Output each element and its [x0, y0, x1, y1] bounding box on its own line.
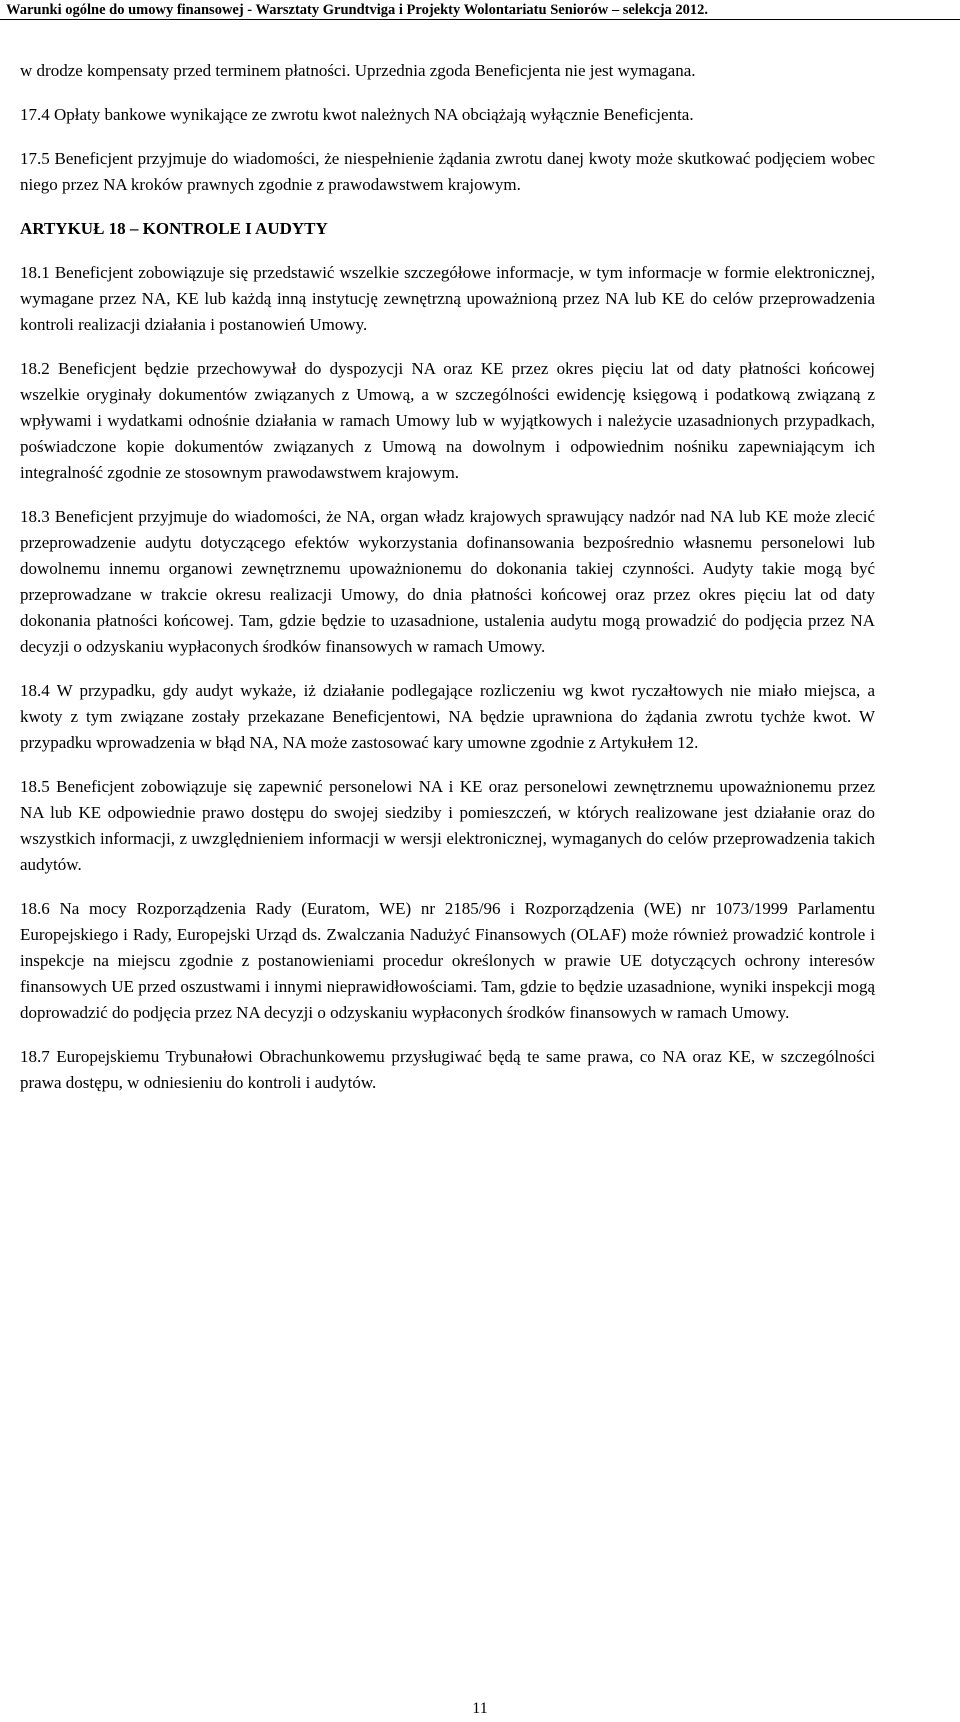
- document-body: [20, 58, 875, 1114]
- header-text: Warunki ogólne do umowy finansowej - Warsztaty Grundtviga i Projekty Wolontariatu Seniorów – selekcja 2012.: [6, 2, 709, 18]
- paragraph-18-6: 18.6 Na mocy Rozporządzenia Rady (Euratom, WE) nr 2185/96 i Rozporządzenia (WE) nr 1073/1999 Parlamentu Europejskiego i Rady, Europejski Urząd ds. Zwalczania Nadużyć Finansowych (OLAF) może również prowadzić kontrole i inspekcje na miejscu zgodnie z postanowieniami procedur określonych w prawie UE dotyczących ochrony interesów finansowych UE przed oszustwami i innymi nieprawidłowościami. Tam, gdzie to będzie uzasadnione, wyniki inspekcji mogą doprowadzić do podjęcia przez NA decyzji o odzyskaniu wypłaconych środków finansowych w ramach Umowy.: [20, 899, 875, 1022]
- paragraph-18-3: 18.3 Beneficjent przyjmuje do wiadomości, że NA, organ władz krajowych sprawujący nadzór nad NA lub KE może zlecić przeprowadzenie audytu dotyczącego efektów wykorzystania dofinansowania bezpośrednio własnemu personelowi lub dowolnemu innemu organowi zewnętrznemu upoważnionemu do dokonania takiej czynności. Audyty takie mogą być przeprowadzane w trakcie okresu realizacji Umowy, do dnia płatności końcowej oraz przez okres pięciu lat od daty dokonania płatności końcowej. Tam, gdzie będzie to uzasadnione, ustalenia audytu mogą prowadzić do podjęcia przez NA decyzji o odzyskaniu wypłaconych środków finansowych w ramach Umowy.: [20, 507, 875, 656]
- paragraph-18-5: 18.5 Beneficjent zobowiązuje się zapewnić personelowi NA i KE oraz personelowi zewnętrznemu upoważnionemu przez NA lub KE odpowiednie prawo dostępu do swojej siedziby i pomieszczeń, w których realizowane jest działanie oraz do wszystkich informacji, z uwzględnieniem informacji w wersji elektronicznej, wymaganych do celów przeprowadzenia takich audytów.: [20, 777, 875, 874]
- section-title: ARTYKUŁ 18 – KONTROLE I AUDYTY: [20, 219, 328, 238]
- paragraph-17-4: 17.4 Opłaty bankowe wynikające ze zwrotu kwot należnych NA obciążają wyłącznie Beneficjenta.: [20, 105, 694, 124]
- paragraph-18-7: 18.7 Europejskiemu Trybunałowi Obrachunkowemu przysługiwać będą te same prawa, co NA oraz KE, w szczególności prawa dostępu, w odniesieniu do kontroli i audytów.: [20, 1047, 875, 1092]
- paragraph-18-2: 18.2 Beneficjent będzie przechowywał do dyspozycji NA oraz KE przez okres pięciu lat od daty płatności końcowej wszelkie oryginały dokumentów związanych z Umową, a w szczególności ewidencję księgową i podatkową związaną z wpływami i wydatkami odnośnie działania w ramach Umowy lub w wyjątkowych i należycie uzasadnionych przypadkach, poświadczone kopie dokumentów związanych z Umową na dowolnym i odpowiednim nośniku zapewniającym ich integralność zgodnie ze stosownym prawodawstwem krajowym.: [20, 359, 875, 482]
- paragraph-17-5: 17.5 Beneficjent przyjmuje do wiadomości, że niespełnienie żądania zwrotu danej kwoty może skutkować podjęciem wobec niego przez NA kroków prawnych zgodnie z prawodawstwem krajowym.: [20, 149, 875, 194]
- paragraph-18-1: 18.1 Beneficjent zobowiązuje się przedstawić wszelkie szczegółowe informacje, w tym informacje w formie elektronicznej, wymagane przez NA, KE lub każdą inną instytucję zewnętrzną upoważnioną przez NA lub KE do celów przeprowadzenia kontroli realizacji działania i postanowień Umowy.: [20, 263, 875, 334]
- paragraph-18-4: 18.4 W przypadku, gdy audyt wykaże, iż działanie podlegające rozliczeniu wg kwot ryczałtowych nie miało miejsca, a kwoty z tym związane zostały przekazane Beneficjentowi, NA będzie uprawniona do żądania zwrotu tychże kwot. W przypadku wprowadzenia w błąd NA, NA może zastosować kary umowne zgodnie z Artykułem 12.: [20, 681, 875, 752]
- paragraph-continuation: w drodze kompensaty przed terminem płatności. Uprzednia zgoda Beneficjenta nie jest wymagana.: [20, 61, 696, 80]
- running-header: [0, 0, 960, 20]
- page-number: 11: [472, 1700, 488, 1717]
